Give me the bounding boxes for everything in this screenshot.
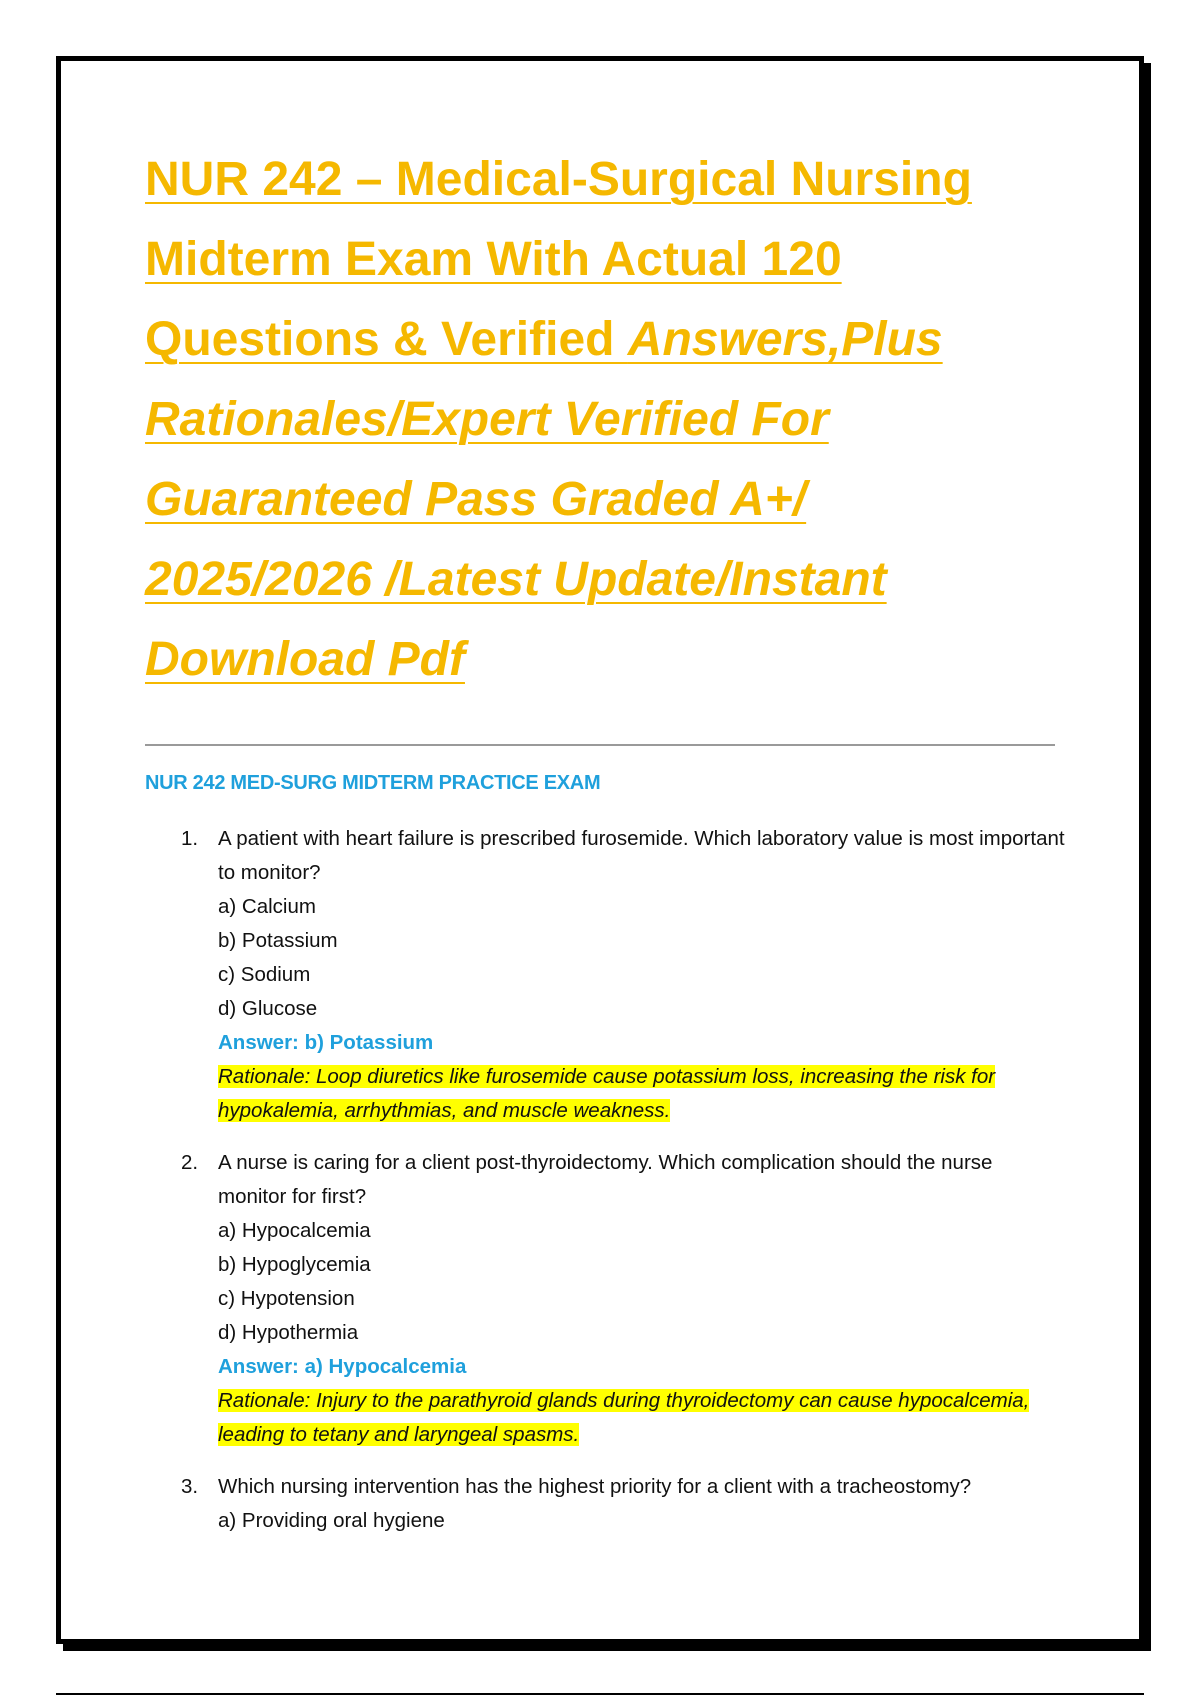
title-line-6: 2025/2026 /Latest Update/Instant bbox=[145, 553, 887, 606]
document-title bbox=[145, 140, 1065, 700]
bottom-rule bbox=[56, 1693, 1144, 1695]
option-c: c) Sodium bbox=[218, 963, 311, 986]
option-d: d) Glucose bbox=[218, 997, 318, 1020]
answer-text: Answer: b) Potassium bbox=[218, 1031, 434, 1054]
question-text: A patient with heart failure is prescribed furosemide. Which laboratory value is most important to monitor? bbox=[218, 827, 1065, 884]
title-line-5: Guaranteed Pass Graded A+/ bbox=[145, 473, 807, 526]
question-2 bbox=[145, 1146, 1065, 1452]
title-line-3-italic: Answers,Plus bbox=[627, 313, 943, 366]
exam-heading: NUR 242 MED-SURG MIDTERM PRACTICE EXAM bbox=[145, 772, 601, 794]
option-a: a) Calcium bbox=[218, 895, 316, 918]
answer-text: Answer: a) Hypocalcemia bbox=[218, 1355, 467, 1378]
rationale-block bbox=[218, 1384, 1065, 1452]
option-d: d) Hypothermia bbox=[218, 1321, 359, 1344]
question-number: 3. bbox=[181, 1475, 199, 1498]
question-text: Which nursing intervention has the highest priority for a client with a tracheostomy? bbox=[218, 1475, 972, 1498]
question-number: 2. bbox=[181, 1151, 199, 1174]
question-1 bbox=[145, 822, 1065, 1128]
option-b: b) Potassium bbox=[218, 929, 338, 952]
option-a: a) Hypocalcemia bbox=[218, 1219, 371, 1242]
question-list bbox=[145, 822, 1065, 1556]
rationale-text: Rationale: Injury to the parathyroid glands during thyroidectomy can cause hypocalcemia, leading to tetany and laryngeal spasms. bbox=[218, 1389, 1030, 1446]
question-number: 1. bbox=[181, 827, 199, 850]
question-text: A nurse is caring for a client post-thyroidectomy. Which complication should the nurse monitor for first? bbox=[218, 1151, 993, 1208]
rationale-block bbox=[218, 1060, 1065, 1128]
title-line-3-regular: Questions & Verified bbox=[145, 313, 628, 366]
rationale-text: Rationale: Loop diuretics like furosemide cause potassium loss, increasing the risk for hypokalemia, arrhythmias, and muscle weakness. bbox=[218, 1065, 996, 1122]
option-b: b) Hypoglycemia bbox=[218, 1253, 371, 1276]
title-line-3 bbox=[145, 313, 943, 366]
title-line-4: Rationales/Expert Verified For bbox=[145, 393, 829, 446]
question-3 bbox=[145, 1470, 1065, 1538]
section-divider bbox=[145, 744, 1055, 746]
title-line-2: Midterm Exam With Actual 120 bbox=[145, 233, 842, 286]
option-c: c) Hypotension bbox=[218, 1287, 355, 1310]
option-a: a) Providing oral hygiene bbox=[218, 1509, 445, 1532]
title-line-1: NUR 242 – Medical-Surgical Nursing bbox=[145, 153, 972, 206]
title-line-7: Download Pdf bbox=[145, 633, 465, 686]
